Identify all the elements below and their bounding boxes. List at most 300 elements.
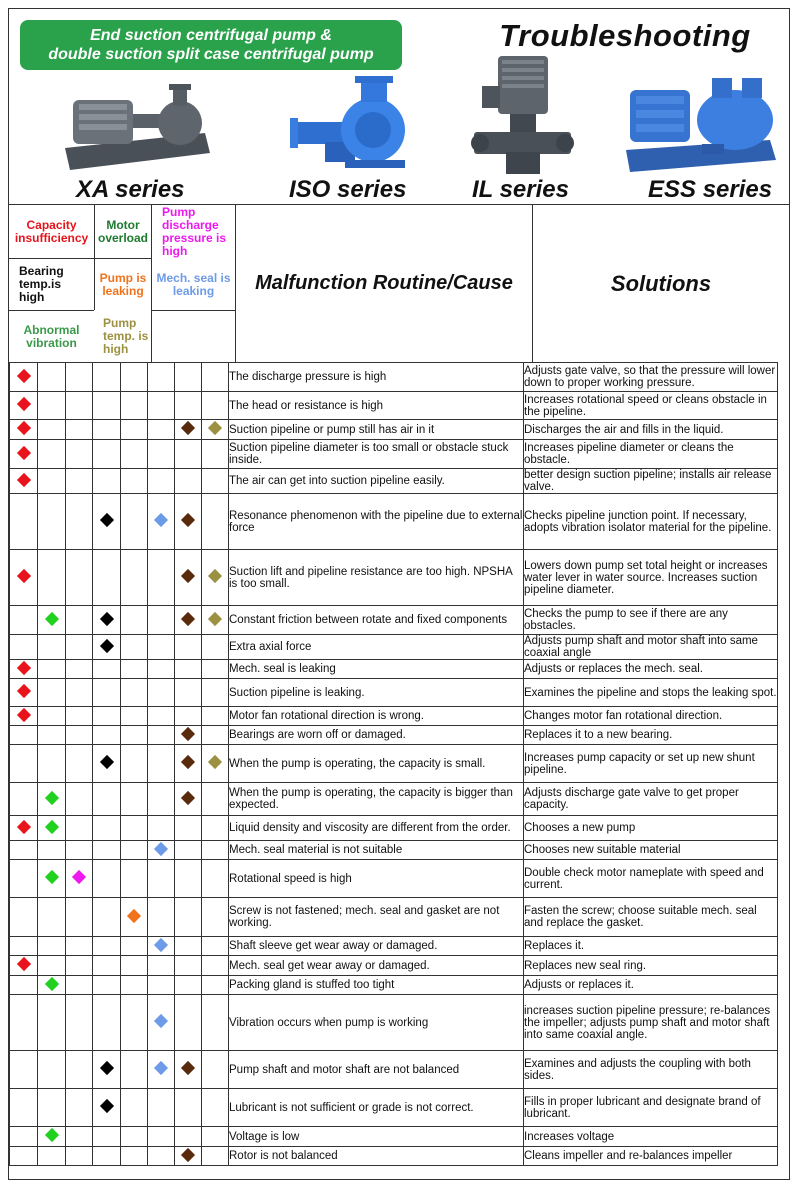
symptom-cell [66,1089,93,1127]
symptom-cell [66,707,93,726]
diamond-marker-icon [181,790,195,804]
table-row [10,898,778,937]
symptom-cell [175,976,202,995]
symptom-cell [202,392,229,420]
legend-discharge-pressure-high: Pump discharge pressure is high [162,204,227,258]
symptom-cell [93,550,121,606]
symptom-cell [175,550,202,606]
symptom-cell [66,494,93,550]
diamond-marker-icon [16,660,30,674]
symptom-cell [38,745,66,783]
symptom-cell [121,679,148,707]
cause-cell: Constant friction between rotate and fixed components [229,606,524,635]
diamond-marker-icon [181,513,195,527]
symptom-cell [10,976,38,995]
symptom-cell [93,679,121,707]
solution-cell: Increases voltage [524,1127,778,1147]
cause-cell: Motor fan rotational direction is wrong. [229,707,524,726]
symptom-cell [175,956,202,976]
cause-cell: Vibration occurs when pump is working [229,995,524,1051]
symptom-cell [66,440,93,469]
symptom-cell [66,420,93,440]
symptom-cell [148,635,175,660]
symptom-cell [66,635,93,660]
symptom-cell [93,469,121,494]
table-row [10,363,778,392]
symptom-cell [38,679,66,707]
cause-cell: When the pump is operating, the capacity is small. [229,745,524,783]
cause-cell: Suction pipeline or pump still has air in it [229,420,524,440]
symptom-cell [175,660,202,679]
symptom-cell [175,707,202,726]
page-title: Troubleshooting [499,18,751,53]
diamond-marker-icon [208,755,222,769]
diamond-marker-icon [16,957,30,971]
symptom-cell [93,816,121,841]
table-row [10,707,778,726]
symptom-cell [38,635,66,660]
symptom-cell [66,841,93,860]
symptom-cell [38,898,66,937]
symptom-cell [38,1051,66,1089]
diamond-marker-icon [44,790,58,804]
legend-bearing-temp-high: Bearing temp.is high [19,264,64,304]
symptom-cell [93,841,121,860]
series-label-iso: ISO series [289,176,407,203]
legend [9,205,235,362]
series-label-xa: XA series [76,176,185,203]
symptom-cell [93,363,121,392]
symptom-cell [66,726,93,745]
legend-capacity-insufficiency: Capacity insufficiency [14,217,89,245]
diamond-marker-icon [154,513,168,527]
symptom-cell [38,1127,66,1147]
symptom-cell [121,1147,148,1166]
symptom-cell [10,635,38,660]
symptom-cell [10,707,38,726]
diamond-marker-icon [99,1061,113,1075]
symptom-cell [93,494,121,550]
table-row [10,995,778,1051]
table-row [10,679,778,707]
symptom-cell [10,816,38,841]
symptom-cell [38,1147,66,1166]
symptom-cell [121,494,148,550]
table-row [10,469,778,494]
symptom-cell [10,494,38,550]
legend-mech-seal-leaking: Mech. seal is leaking [156,270,231,298]
symptom-cell [148,392,175,420]
symptom-cell [38,392,66,420]
symptom-cell [175,898,202,937]
symptom-cell [93,726,121,745]
symptom-cell [202,707,229,726]
symptom-cell [93,707,121,726]
symptom-cell [202,420,229,440]
solution-cell: Examines and adjusts the coupling with both sides. [524,1051,778,1089]
symptom-cell [202,745,229,783]
symptom-cell [93,606,121,635]
symptom-cell [38,550,66,606]
symptom-cell [175,1127,202,1147]
table-row [10,1127,778,1147]
cause-cell: Suction pipeline is leaking. [229,679,524,707]
symptom-cell [148,440,175,469]
diamond-marker-icon [99,611,113,625]
table-row [10,440,778,469]
table-row [10,841,778,860]
symptom-cell [202,606,229,635]
diamond-marker-icon [44,870,58,884]
solution-cell: increases suction pipeline pressure; re-balances the impeller; adjusts pump shaft and motor shaft into same coaxial angle. [524,995,778,1051]
solution-cell: Increases rotational speed or cleans obstacle in the pipeline. [524,392,778,420]
symptom-cell [10,420,38,440]
cause-cell: Lubricant is not sufficient or grade is not correct. [229,1089,524,1127]
symptom-cell [66,550,93,606]
cause-cell: Mech. seal material is not suitable [229,841,524,860]
symptom-cell [10,1089,38,1127]
diamond-marker-icon [181,1147,195,1161]
symptom-cell [121,956,148,976]
symptom-cell [93,420,121,440]
symptom-cell [202,363,229,392]
symptom-cell [38,1089,66,1127]
il-pump-image [470,52,575,180]
symptom-cell [121,745,148,783]
symptom-cell [175,679,202,707]
solution-cell: Adjusts pump shaft and motor shaft into same coaxial angle [524,635,778,660]
symptom-cell [93,1127,121,1147]
symptom-cell [202,898,229,937]
symptom-cell [148,494,175,550]
table-row [10,937,778,956]
diamond-marker-icon [16,569,30,583]
diamond-marker-icon [44,819,58,833]
symptom-cell [121,420,148,440]
symptom-cell [202,469,229,494]
symptom-cell [175,1147,202,1166]
table-row [10,660,778,679]
symptom-cell [38,995,66,1051]
solution-cell: Replaces new seal ring. [524,956,778,976]
symptom-cell [38,494,66,550]
symptom-cell [10,392,38,420]
symptom-cell [175,841,202,860]
cause-cell: Mech. seal is leaking [229,660,524,679]
diamond-marker-icon [16,368,30,382]
symptom-cell [66,745,93,783]
symptom-cell [66,898,93,937]
diamond-marker-icon [181,569,195,583]
symptom-cell [202,976,229,995]
symptom-cell [10,860,38,898]
diamond-marker-icon [127,908,141,922]
symptom-cell [38,469,66,494]
diamond-marker-icon [16,707,30,721]
symptom-cell [93,1147,121,1166]
symptom-cell [10,726,38,745]
symptom-cell [93,976,121,995]
symptom-cell [202,956,229,976]
symptom-cell [66,976,93,995]
symptom-cell [175,860,202,898]
symptom-cell [202,726,229,745]
cause-cell: Suction pipeline diameter is too small or obstacle stuck inside. [229,440,524,469]
symptom-cell [148,606,175,635]
diamond-marker-icon [181,755,195,769]
diamond-marker-icon [16,684,30,698]
table-row [10,745,778,783]
symptom-cell [38,956,66,976]
symptom-cell [202,860,229,898]
symptom-cell [66,1147,93,1166]
symptom-cell [121,1051,148,1089]
symptom-cell [148,745,175,783]
symptom-cell [38,726,66,745]
symptom-cell [148,816,175,841]
symptom-cell [175,420,202,440]
symptom-cell [121,1089,148,1127]
symptom-cell [10,440,38,469]
diamond-marker-icon [181,726,195,740]
diamond-marker-icon [154,841,168,855]
symptom-cell [202,494,229,550]
cause-cell: Packing gland is stuffed too tight [229,976,524,995]
symptom-cell [93,660,121,679]
symptom-cell [175,392,202,420]
diamond-marker-icon [16,445,30,459]
solution-cell: Double check motor nameplate with speed and current. [524,860,778,898]
symptom-cell [38,816,66,841]
diamond-marker-icon [154,937,168,951]
diamond-marker-icon [99,513,113,527]
symptom-cell [148,1089,175,1127]
symptom-cell [148,937,175,956]
diamond-marker-icon [16,421,30,435]
symptom-cell [121,392,148,420]
solution-cell: Chooses a new pump [524,816,778,841]
symptom-cell [10,363,38,392]
symptom-cell [93,860,121,898]
cause-cell: The discharge pressure is high [229,363,524,392]
table-row [10,1089,778,1127]
solution-cell: Fasten the screw; choose suitable mech. seal and replace the gasket. [524,898,778,937]
symptom-cell [121,440,148,469]
solution-cell: Checks pipeline junction point. If necessary, adopts vibration isolator material for the pipeline. [524,494,778,550]
table-row [10,976,778,995]
symptom-cell [38,860,66,898]
symptom-cell [66,783,93,816]
symptom-cell [121,1127,148,1147]
symptom-cell [10,679,38,707]
symptom-cell [148,841,175,860]
diamond-marker-icon [154,1061,168,1075]
solution-cell: Adjusts discharge gate valve to get proper capacity. [524,783,778,816]
symptom-cell [121,635,148,660]
symptom-cell [10,1051,38,1089]
symptom-cell [202,635,229,660]
symptom-cell [148,1147,175,1166]
cause-cell: The air can get into suction pipeline easily. [229,469,524,494]
symptom-cell [148,898,175,937]
symptom-cell [121,660,148,679]
iso-pump-image [285,72,415,177]
legend-pump-leaking: Pump is leaking [99,270,147,298]
symptom-cell [66,956,93,976]
symptom-cell [175,363,202,392]
symptom-cell [10,898,38,937]
table-row [10,392,778,420]
symptom-cell [66,679,93,707]
symptom-cell [93,956,121,976]
cause-cell: Liquid density and viscosity are different from the order. [229,816,524,841]
symptom-cell [121,976,148,995]
symptom-cell [38,420,66,440]
symptom-cell [148,679,175,707]
solution-cell: Adjusts or replaces the mech. seal. [524,660,778,679]
cause-cell: Screw is not fastened; mech. seal and gasket are not working. [229,898,524,937]
symptom-cell [10,1147,38,1166]
series-label-il: IL series [472,176,569,203]
cause-cell: Rotor is not balanced [229,1147,524,1166]
symptom-cell [175,745,202,783]
table-row [10,726,778,745]
diamond-marker-icon [99,1099,113,1113]
symptom-cell [202,816,229,841]
symptom-cell [38,841,66,860]
cause-column-header: Malfunction Routine/Cause [255,272,513,294]
symptom-cell [10,745,38,783]
diamond-marker-icon [208,611,222,625]
legend-pump-temp-high: Pump temp. is high [103,316,149,356]
solution-cell: Fills in proper lubricant and designate brand of lubricant. [524,1089,778,1127]
symptom-cell [202,995,229,1051]
diamond-marker-icon [99,755,113,769]
symptom-cell [66,363,93,392]
symptom-cell [202,679,229,707]
symptom-cell [148,976,175,995]
table-row [10,816,778,841]
solution-cell: Replaces it. [524,937,778,956]
symptom-cell [121,783,148,816]
symptom-cell [38,707,66,726]
symptom-cell [202,1147,229,1166]
symptom-cell [10,841,38,860]
diamond-marker-icon [181,421,195,435]
symptom-cell [175,440,202,469]
symptom-cell [202,550,229,606]
diamond-marker-icon [208,421,222,435]
symptom-cell [10,937,38,956]
symptom-cell [202,660,229,679]
symptom-cell [38,606,66,635]
solution-cell: Changes motor fan rotational direction. [524,707,778,726]
cause-cell: Rotational speed is high [229,860,524,898]
cause-cell: When the pump is operating, the capacity is bigger than expected. [229,783,524,816]
symptom-cell [10,606,38,635]
symptom-cell [202,783,229,816]
symptom-cell [202,1051,229,1089]
symptom-cell [121,995,148,1051]
diamond-marker-icon [44,976,58,990]
symptom-cell [66,1127,93,1147]
symptom-cell [148,363,175,392]
symptom-cell [175,1051,202,1089]
symptom-cell [148,1127,175,1147]
diamond-marker-icon [16,819,30,833]
symptom-cell [93,995,121,1051]
solution-cell: Replaces it to a new bearing. [524,726,778,745]
symptom-cell [66,660,93,679]
symptom-cell [148,726,175,745]
table-row [10,956,778,976]
series-label-ess: ESS series [648,176,773,203]
symptom-cell [66,1051,93,1089]
diamond-marker-icon [208,569,222,583]
diamond-marker-icon [16,472,30,486]
symptom-cell [121,707,148,726]
banner-line-2: double suction split case centrifugal pump [48,46,374,63]
symptom-cell [93,392,121,420]
symptom-cell [202,841,229,860]
troubleshooting-table [9,362,778,1166]
symptom-cell [175,469,202,494]
symptom-cell [175,494,202,550]
cause-cell: Pump shaft and motor shaft are not balanced [229,1051,524,1089]
symptom-cell [175,635,202,660]
symptom-cell [93,1089,121,1127]
symptom-cell [175,816,202,841]
symptom-cell [10,469,38,494]
symptom-cell [148,1051,175,1089]
symptom-cell [148,660,175,679]
title-banner [20,20,402,70]
solution-column-header: Solutions [610,270,712,296]
symptom-cell [10,783,38,816]
table-row [10,1147,778,1166]
symptom-cell [121,726,148,745]
symptom-cell [175,606,202,635]
solution-cell: Lowers down pump set total height or increases water lever in water source. Increases suction pipeline diameter. [524,550,778,606]
symptom-cell [38,440,66,469]
symptom-cell [66,816,93,841]
diamond-marker-icon [181,1061,195,1075]
symptom-cell [93,635,121,660]
table-row [10,783,778,816]
solution-cell: Chooses new suitable material [524,841,778,860]
symptom-cell [38,783,66,816]
symptom-cell [202,1089,229,1127]
symptom-cell [38,976,66,995]
table-row [10,1051,778,1089]
legend-motor-overload: Motor overload [97,217,148,245]
symptom-cell [66,937,93,956]
solution-cell: Checks the pump to see if there are any obstacles. [524,606,778,635]
symptom-cell [93,1051,121,1089]
diamond-marker-icon [44,1128,58,1142]
symptom-cell [121,860,148,898]
diamond-marker-icon [99,638,113,652]
cause-cell: Bearings are worn off or damaged. [229,726,524,745]
symptom-cell [10,660,38,679]
symptom-cell [93,898,121,937]
symptom-cell [148,783,175,816]
xa-pump-image [55,78,215,173]
symptom-cell [148,420,175,440]
symptom-cell [121,363,148,392]
symptom-cell [148,956,175,976]
table-row [10,550,778,606]
